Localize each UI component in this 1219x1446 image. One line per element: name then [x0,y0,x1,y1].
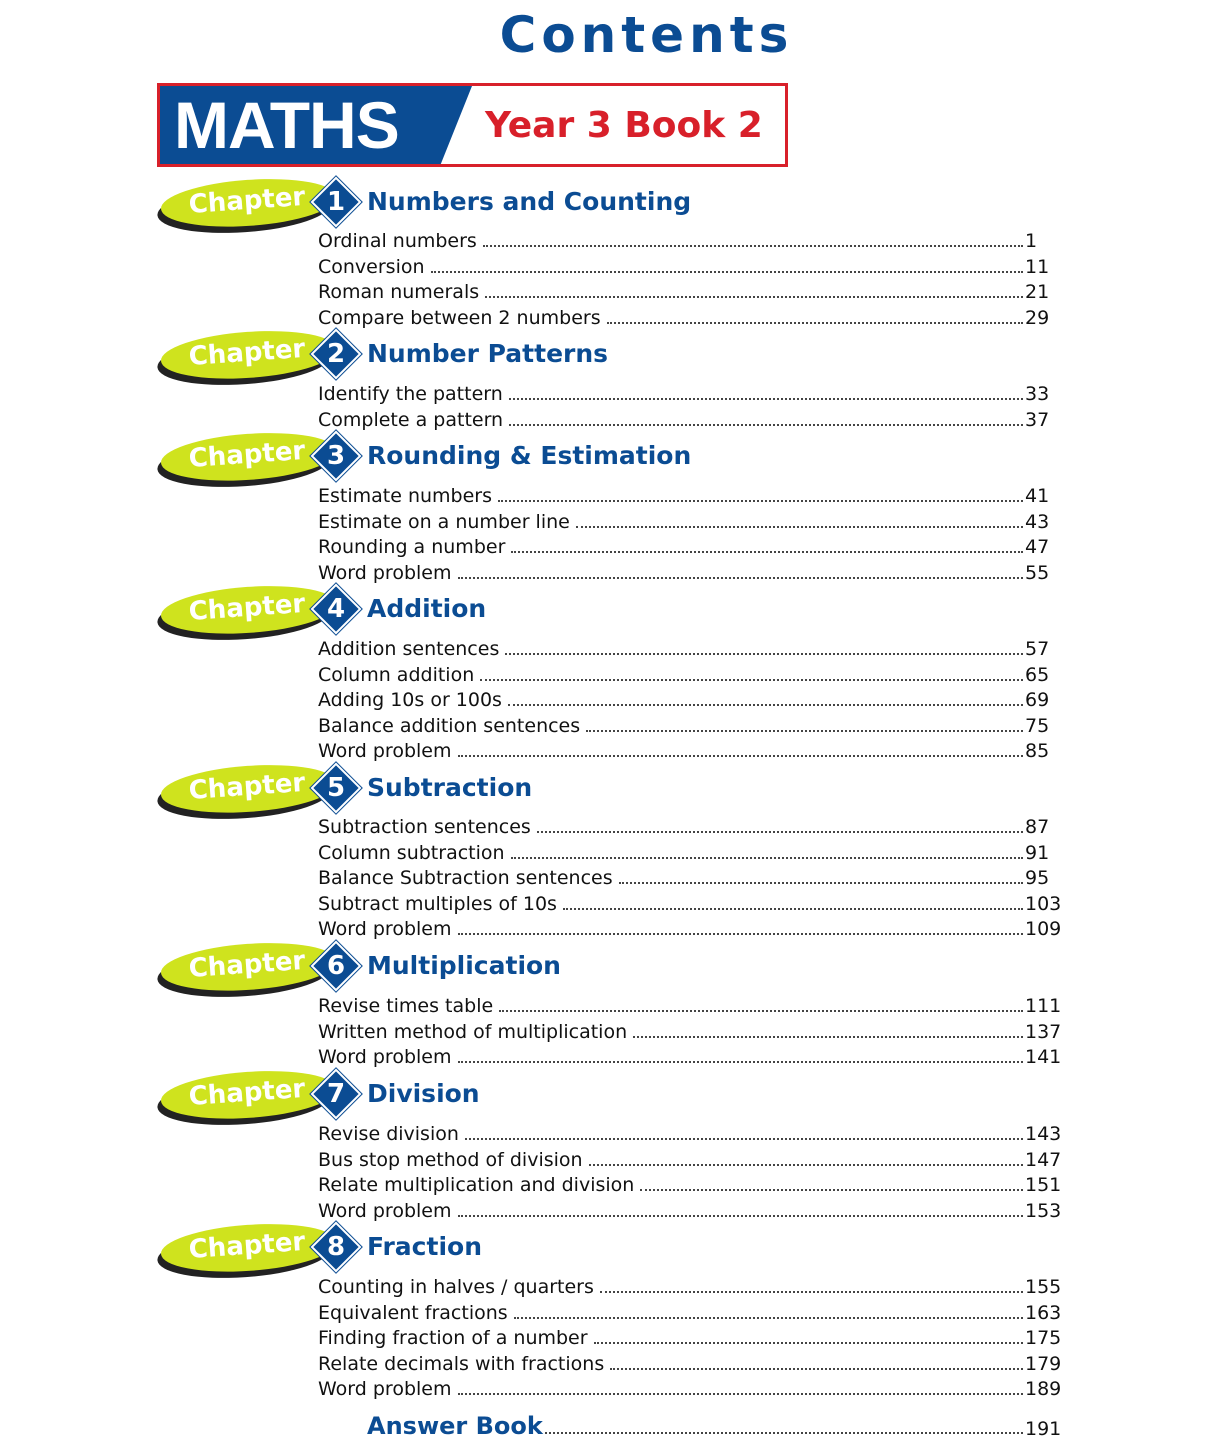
topic-entry[interactable] [318,1275,1063,1301]
topic-entry[interactable] [318,994,1063,1020]
topic-title: Column subtraction [318,841,505,864]
dot-leader [508,704,1023,706]
dot-leader [600,1291,1023,1293]
chapter-number: 7 [326,1079,346,1109]
topic-title: Ordinal numbers [318,230,477,252]
banner-grade: Year 3 Book 2 [485,105,763,146]
topic-entry[interactable] [318,1122,1063,1148]
chapter-badge [155,938,338,1002]
topic-page: 103 [1025,892,1062,915]
topic-title: Equivalent fractions [318,1301,508,1324]
chapter-heading [157,1225,857,1281]
topic-page: 21 [1025,281,1050,303]
topic-title: Complete a pattern [318,408,504,431]
dot-leader [465,1138,1023,1140]
topic-title: Word problem [318,740,452,762]
topic-title: Revise division [318,1123,459,1145]
answer-book-entry[interactable] [318,1402,1063,1442]
dot-leader [483,245,1023,247]
chapter-number: 4 [326,594,346,624]
chapter-title: Subtraction [367,773,533,802]
dot-leader [509,424,1023,426]
page-title: Contents [499,6,794,64]
dot-leader [640,1189,1023,1191]
topic-title: Finding fraction of a number [318,1327,588,1349]
chapter-heading [157,587,857,643]
dot-leader [480,679,1023,681]
topic-entry[interactable] [318,1377,1063,1403]
topic-title: Balance Subtraction sentences [318,867,613,889]
dot-leader [514,1317,1023,1319]
topic-list [318,994,1063,1071]
chapter-title: Number Patterns [367,339,609,368]
topic-entry[interactable] [318,866,1063,892]
topic-entry[interactable] [318,561,1063,587]
topic-title: Compare between 2 numbers [318,306,601,329]
topic-entry[interactable] [318,892,1063,918]
topic-list [318,229,1063,331]
dot-leader [545,1432,1023,1434]
dot-leader [633,1036,1023,1038]
topic-entry[interactable] [318,1148,1063,1174]
topic-page: 75 [1025,714,1050,737]
chapter-number: 5 [326,773,346,803]
chapter-label: Chapter [187,181,307,221]
dot-leader [537,831,1023,833]
topic-title: Estimate on a number line [318,510,570,533]
topic-title: Written method of multiplication [318,1020,628,1043]
chapter-number: 3 [326,441,346,471]
topic-entry[interactable] [318,382,1063,408]
topic-page: 175 [1025,1327,1062,1349]
chapter-heading [157,1072,857,1128]
topic-title: Counting in halves / quarters [318,1276,594,1298]
topic-title: Roman numerals [318,281,480,303]
dot-leader [563,908,1023,910]
topic-title: Word problem [318,1378,452,1400]
topic-title: Relate multiplication and division [318,1174,635,1196]
chapter-badge [155,428,338,492]
chapter-badge [155,174,338,238]
chapter-label: Chapter [187,435,307,475]
dot-leader [607,322,1023,324]
dot-leader [594,1342,1023,1344]
topic-entry[interactable] [318,815,1063,841]
topic-entry[interactable] [318,917,1063,943]
dot-leader [458,933,1024,935]
chapter-label: Chapter [187,333,307,373]
chapter-title: Fraction [367,1232,482,1261]
topic-entry[interactable] [318,688,1063,714]
topic-title: Addition sentences [318,638,500,660]
topic-entry[interactable] [318,484,1063,510]
topic-page: 95 [1025,867,1050,889]
topic-title: Word problem [318,918,452,940]
chapter-label: Chapter [187,588,307,628]
topic-title: Rounding a number [318,536,506,558]
topic-entry[interactable] [318,535,1063,561]
topic-entry[interactable] [318,1301,1063,1327]
topic-entry[interactable] [318,739,1063,765]
chapter-number: 2 [326,339,346,369]
book-banner [157,83,788,167]
dot-leader [431,271,1023,273]
topic-page: 85 [1025,740,1050,762]
chapter-title: Multiplication [367,951,561,980]
topic-page: 29 [1025,306,1050,329]
topic-entry[interactable] [318,229,1063,255]
topic-title: Revise times table [318,995,494,1017]
topic-page: 163 [1025,1301,1062,1324]
topic-title: Word problem [318,1046,452,1068]
topic-page: 147 [1025,1148,1062,1171]
chapter-heading [157,766,857,822]
dot-leader [509,398,1023,400]
dot-leader [511,857,1023,859]
topic-title: Subtraction sentences [318,816,531,838]
chapter-badge [155,1219,338,1283]
topic-page: 91 [1025,841,1050,864]
dot-leader [610,1368,1023,1370]
chapter-title: Division [367,1079,480,1108]
topic-entry[interactable] [318,1199,1063,1225]
topic-page: 179 [1025,1352,1062,1375]
topic-entry[interactable] [318,408,1063,434]
topic-title: Subtract multiples of 10s [318,892,557,915]
dot-leader [619,882,1023,884]
dot-leader [458,1393,1024,1395]
topic-page: 11 [1025,255,1050,278]
topic-title: Column addition [318,663,475,686]
dot-leader [586,730,1023,732]
topic-page: 143 [1025,1123,1062,1145]
topic-page: 141 [1025,1046,1062,1068]
topic-title: Bus stop method of division [318,1148,583,1171]
topic-page: 69 [1025,689,1050,711]
topic-page: 47 [1025,536,1050,558]
topic-entry[interactable] [318,663,1063,689]
topic-entry[interactable] [318,637,1063,663]
topic-title: Conversion [318,255,425,278]
dot-leader [499,1010,1023,1012]
chapter-label: Chapter [187,767,307,807]
topic-entry[interactable] [318,510,1063,536]
chapter-heading [157,332,857,388]
chapter-heading [157,944,857,1000]
topic-list [318,1275,1063,1403]
dot-leader [498,500,1023,502]
chapter-badge [155,1066,338,1130]
chapter-heading [157,180,857,236]
topic-page: 37 [1025,408,1050,431]
dot-leader [485,296,1023,298]
dot-leader [458,1061,1024,1063]
topic-page: 43 [1025,510,1050,533]
topic-page: 155 [1025,1276,1062,1298]
chapter-title: Rounding & Estimation [367,441,692,470]
chapter-number: 1 [326,187,346,217]
topic-entry[interactable] [318,306,1063,332]
chapter-badge [155,581,338,645]
dot-leader [458,577,1024,579]
topic-title: Identify the pattern [318,383,503,405]
topic-entry[interactable] [318,255,1063,281]
topic-page: 151 [1025,1174,1062,1196]
answer-book-page: 191 [1025,1418,1062,1440]
topic-page: 189 [1025,1378,1062,1400]
topic-page: 1 [1025,230,1038,252]
topic-entry[interactable] [318,1020,1063,1046]
topic-entry[interactable] [318,1352,1063,1378]
topic-entry[interactable] [318,280,1063,306]
topic-title: Word problem [318,561,452,584]
topic-title: Estimate numbers [318,485,493,507]
topic-title: Word problem [318,1199,452,1222]
topic-entry[interactable] [318,714,1063,740]
topic-page: 87 [1025,816,1050,838]
topic-page: 65 [1025,663,1050,686]
topic-list [318,637,1063,765]
chapter-badge [155,760,338,824]
topic-page: 111 [1025,995,1062,1017]
chapter-label: Chapter [187,1073,307,1113]
dot-leader [576,526,1023,528]
topic-title: Adding 10s or 100s [318,689,502,711]
topic-page: 55 [1025,561,1050,584]
chapter-label: Chapter [187,945,307,985]
topic-list [318,815,1063,943]
topic-page: 33 [1025,383,1050,405]
topic-list [318,382,1063,433]
topic-title: Balance addition sentences [318,714,581,737]
dot-leader [511,551,1023,553]
dot-leader [458,1215,1024,1217]
chapter-badge [155,326,338,390]
banner-subject: MATHS [174,88,399,162]
chapter-number: 6 [326,951,346,981]
topic-entry[interactable] [318,1173,1063,1199]
chapter-heading [157,434,857,490]
answer-book-title: Answer Book [367,1412,543,1440]
dot-leader [589,1164,1023,1166]
dot-leader [458,755,1024,757]
topic-page: 41 [1025,485,1050,507]
dot-leader [505,653,1023,655]
topic-list [318,1122,1063,1224]
chapter-title: Addition [367,594,487,623]
topic-page: 153 [1025,1199,1062,1222]
topic-entry[interactable] [318,841,1063,867]
topic-title: Relate decimals with fractions [318,1352,605,1375]
topic-page: 57 [1025,638,1050,660]
topic-list [318,484,1063,586]
topic-page: 137 [1025,1020,1062,1043]
chapter-label: Chapter [187,1226,307,1266]
chapter-title: Numbers and Counting [367,187,692,216]
topic-entry[interactable] [318,1326,1063,1352]
topic-page: 109 [1025,918,1062,940]
chapter-number: 8 [326,1232,346,1262]
topic-entry[interactable] [318,1045,1063,1071]
